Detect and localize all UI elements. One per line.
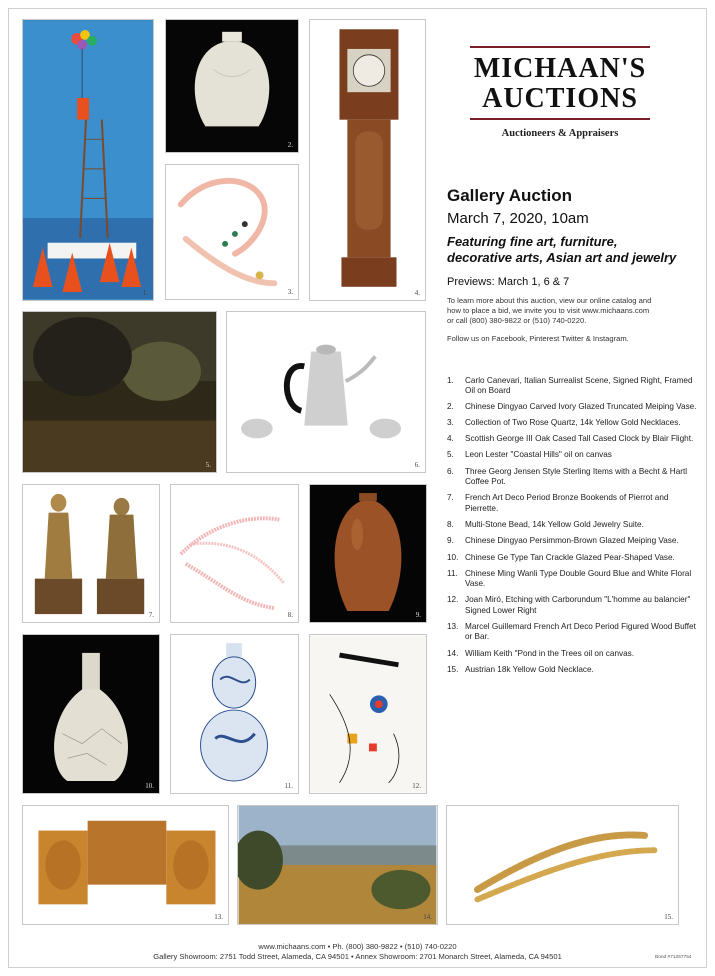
lot-number: 14. bbox=[447, 648, 459, 658]
lot-title: Multi-Stone Bead, 14k Yellow Gold Jewelry Suite. bbox=[465, 519, 644, 529]
image-number: 14. bbox=[423, 913, 432, 921]
image-number: 3. bbox=[287, 288, 293, 296]
learn-more-line-2: how to place a bid, we invite you to visit www.michaans.com bbox=[447, 306, 650, 315]
lot-item bbox=[447, 493, 697, 514]
image-number: 8. bbox=[287, 611, 293, 619]
lot-image-6[interactable] bbox=[226, 311, 426, 473]
footer-showrooms: Gallery Showroom: 2751 Todd Street, Alameda, CA 94501 • Annex Showroom: 2701 Monarch Street, Alameda, CA 94501 bbox=[153, 952, 562, 961]
image-number: 11. bbox=[284, 782, 293, 790]
lot-title: Leon Lester "Coastal Hills" oil on canvas bbox=[465, 450, 612, 460]
featuring-line-1: Featuring fine art, furniture, bbox=[447, 234, 618, 249]
lot-image-5[interactable] bbox=[22, 311, 217, 473]
art-deco-buffet bbox=[23, 806, 228, 924]
lot-number: 5. bbox=[447, 450, 454, 460]
lot-image-8[interactable] bbox=[170, 484, 299, 623]
bond-number: Bond #71257754 bbox=[655, 955, 692, 960]
lot-title: Austrian 18k Yellow Gold Necklace. bbox=[465, 664, 594, 674]
lot-image-13[interactable] bbox=[22, 805, 229, 925]
lot-image-12[interactable] bbox=[309, 634, 427, 794]
auction-date: March 7, 2020, 10am bbox=[447, 210, 589, 227]
lot-item bbox=[447, 418, 697, 428]
image-number: 10. bbox=[145, 782, 154, 790]
lot-title: Chinese Ge Type Tan Crackle Glazed Pear-Shaped Vase. bbox=[465, 552, 675, 562]
lot-title: Chinese Dingyao Persimmon-Brown Glazed Meiping Vase. bbox=[465, 536, 679, 546]
lot-item bbox=[447, 665, 697, 675]
lot-item bbox=[447, 569, 697, 590]
auction-info bbox=[447, 186, 697, 344]
lot-image-11[interactable] bbox=[170, 634, 299, 794]
lot-number: 10. bbox=[447, 552, 459, 562]
lot-title: Joan Miró, Etching with Carborundum "L'homme au balancier" Signed Lower Right bbox=[465, 595, 691, 615]
logo-name-line2: AUCTIONS bbox=[482, 83, 638, 114]
lot-title: Chinese Dingyao Carved Ivory Glazed Truncated Meiping Vase. bbox=[465, 401, 697, 411]
lot-item bbox=[447, 450, 697, 460]
lot-image-4[interactable] bbox=[309, 19, 426, 301]
auction-title: Gallery Auction bbox=[447, 186, 573, 205]
lot-title: French Art Deco Period Bronze Bookends of Pierrot and Pierrette. bbox=[465, 493, 669, 513]
brown-vase bbox=[310, 485, 426, 622]
blue-white-vase bbox=[171, 635, 298, 793]
lot-number: 7. bbox=[447, 493, 454, 503]
surrealist-painting bbox=[23, 20, 153, 300]
lot-number: 11. bbox=[447, 568, 458, 578]
image-number: 6. bbox=[414, 461, 420, 469]
lot-number: 4. bbox=[447, 434, 454, 444]
lot-item bbox=[447, 376, 697, 397]
lot-item bbox=[447, 595, 697, 616]
quartz-necklaces bbox=[166, 165, 298, 299]
pond-landscape bbox=[238, 806, 437, 924]
previews: Previews: March 1, 6 & 7 bbox=[447, 276, 570, 288]
lot-image-10[interactable] bbox=[22, 634, 160, 794]
logo-rule-top bbox=[470, 46, 650, 48]
lot-item bbox=[447, 649, 697, 659]
lot-image-14[interactable] bbox=[237, 805, 438, 925]
lot-number: 12. bbox=[447, 595, 459, 605]
lot-number: 13. bbox=[447, 622, 459, 632]
ivory-vase bbox=[166, 20, 298, 152]
image-number: 9. bbox=[415, 611, 421, 619]
gold-necklace bbox=[447, 806, 678, 924]
lot-number: 1. bbox=[447, 376, 454, 385]
footer-contact: www.michaans.com • Ph. (800) 380-9822 • (510) 740-0220 bbox=[258, 942, 457, 951]
lot-number: 9. bbox=[447, 536, 454, 546]
crackle-vase bbox=[23, 635, 159, 793]
learn-more-line-1: To learn more about this auction, view our online catalog and bbox=[447, 296, 652, 305]
lot-item bbox=[447, 402, 697, 412]
logo-rule-bottom bbox=[470, 118, 650, 120]
lot-title: Three Georg Jensen Style Sterling Items with a Becht & Hartl Coffee Pot. bbox=[465, 466, 688, 487]
logo-tagline: Auctioneers & Appraisers bbox=[501, 128, 619, 139]
image-number: 12. bbox=[412, 782, 421, 790]
lot-number: 3. bbox=[447, 417, 454, 427]
lot-image-3[interactable] bbox=[165, 164, 299, 300]
lot-list bbox=[447, 376, 697, 675]
lot-number: 6. bbox=[447, 466, 454, 476]
image-number: 2. bbox=[287, 141, 293, 149]
lot-image-9[interactable] bbox=[309, 484, 427, 623]
image-number: 13. bbox=[214, 913, 223, 921]
lot-image-15[interactable] bbox=[446, 805, 679, 925]
lot-item bbox=[447, 553, 697, 563]
lot-image-7[interactable] bbox=[22, 484, 160, 623]
lot-number: 2. bbox=[447, 401, 454, 411]
lot-number: 8. bbox=[447, 519, 454, 529]
featuring-line-2: decorative arts, Asian art and jewelry bbox=[447, 250, 677, 265]
image-number: 15. bbox=[664, 913, 673, 921]
auction-house-logo bbox=[470, 46, 650, 139]
image-number: 1. bbox=[142, 289, 148, 297]
bronze-bookends bbox=[23, 485, 159, 622]
footer bbox=[0, 942, 715, 962]
image-number: 4. bbox=[414, 289, 420, 297]
lot-title: Chinese Ming Wanli Type Double Gourd Blue and White Floral Vase. bbox=[465, 568, 692, 589]
follow-text: Follow us on Facebook, Pinterest Twitter & Instagram. bbox=[447, 334, 629, 343]
image-number: 7. bbox=[148, 611, 154, 619]
learn-more-text bbox=[447, 296, 697, 326]
logo-name-line1: MICHAAN'S bbox=[473, 53, 647, 84]
lot-image-1[interactable] bbox=[22, 19, 154, 301]
learn-more-line-3: or call (800) 380-9822 or (510) 740-0220. bbox=[447, 316, 587, 325]
lot-item bbox=[447, 520, 697, 530]
lot-item bbox=[447, 536, 697, 546]
lot-title: William Keith "Pond in the Trees oil on canvas. bbox=[465, 648, 635, 658]
silver-coffee-set bbox=[227, 312, 425, 472]
miro-etching bbox=[310, 635, 426, 793]
lot-item bbox=[447, 434, 697, 444]
image-number: 5. bbox=[205, 461, 211, 469]
lot-title: Scottish George III Oak Cased Tall Cased Clock by Blair Flight. bbox=[465, 434, 694, 444]
landscape-painting bbox=[23, 312, 216, 472]
tall-case-clock bbox=[310, 20, 425, 300]
lot-title: Collection of Two Rose Quartz, 14k Yellow Gold Necklaces. bbox=[465, 417, 681, 427]
lot-title: Marcel Guillemard French Art Deco Period Figured Wood Buffet or Bar. bbox=[465, 622, 696, 642]
lot-title: Carlo Canevari, Italian Surrealist Scene, Signed Right, Framed Oil on Board bbox=[465, 376, 693, 396]
bead-necklace bbox=[171, 485, 298, 622]
lot-item bbox=[447, 622, 697, 643]
lot-item bbox=[447, 467, 697, 488]
lot-image-2[interactable] bbox=[165, 19, 299, 153]
lot-number: 15. bbox=[447, 664, 459, 674]
